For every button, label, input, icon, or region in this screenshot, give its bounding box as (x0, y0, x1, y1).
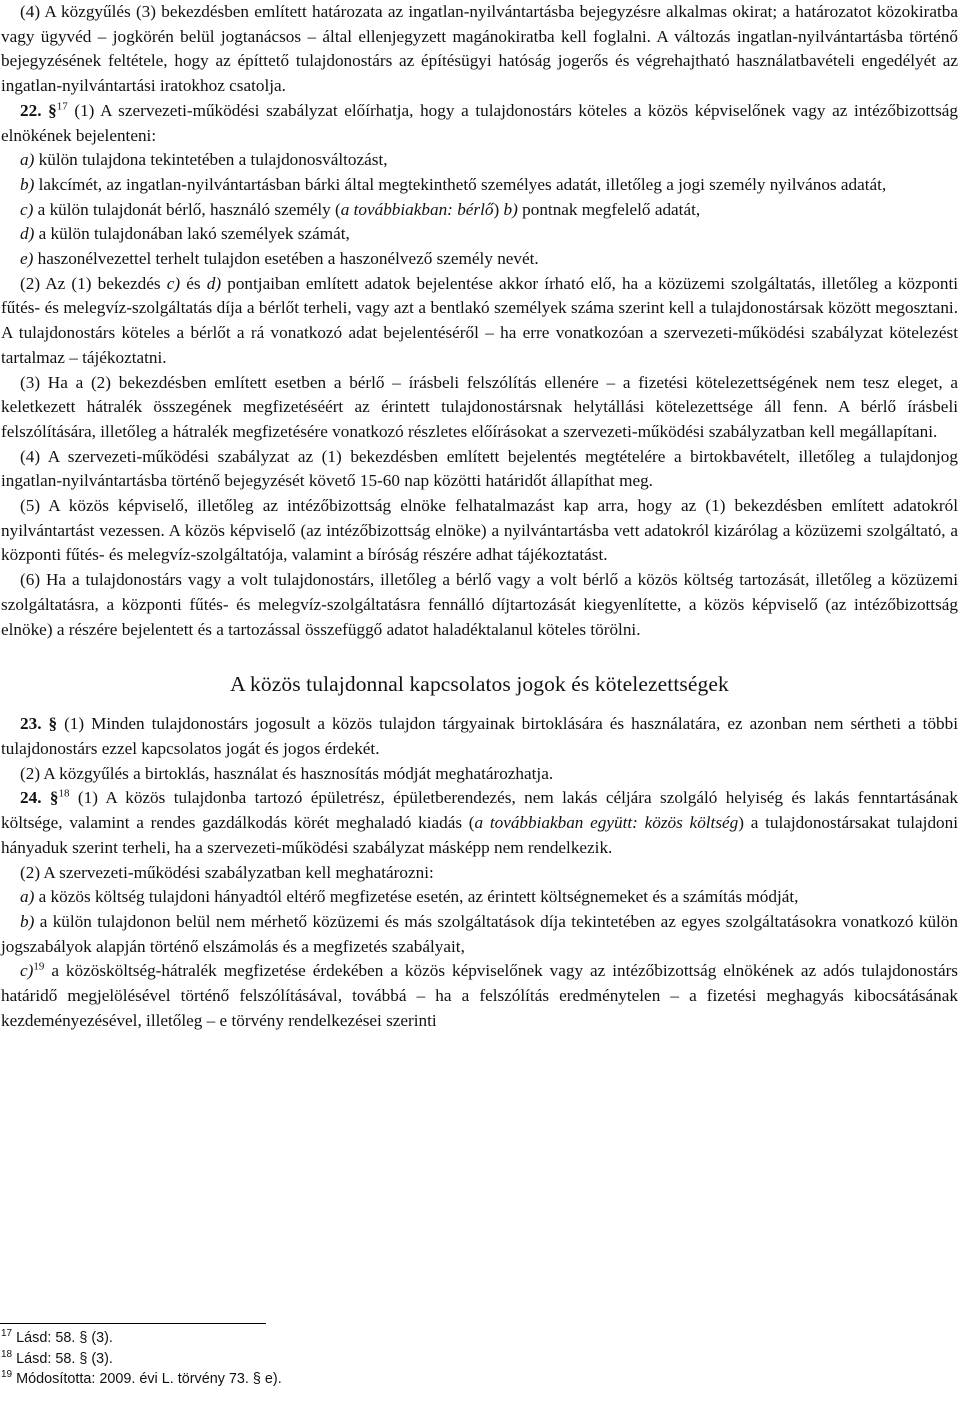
item-text: haszonélvezettel terhelt tulajdon esetében a haszonélvező személy nevét. (37, 249, 539, 269)
item-text: a külön tulajdonában lakó személyek számát, (38, 224, 350, 244)
footnote-number: 19 (1, 1369, 13, 1381)
item-text: külön tulajdona tekintetében a tulajdonosváltozást, (38, 150, 388, 170)
section-24-item-b (1, 910, 958, 959)
footnote-ref[interactable]: 17 (56, 100, 68, 113)
item-ref: d) (206, 273, 222, 293)
item-text: ) (493, 199, 500, 219)
item-text: a közös költség tulajdoni hányadtól eltérő megfizetése esetén, az érintett költségnemeket és a számítás módját, (38, 887, 799, 907)
text: (2) Az (1) bekezdés (20, 273, 161, 293)
footnote-ref[interactable]: 19 (33, 960, 45, 973)
text: (1) Minden tulajdonostárs jogosult a közös tulajdon tárgyainak birtoklására és használatára, ez azonban nem sértheti a többi tulajdonostárs ezzel kapcsolatos jogát és jogos érdekét. (1, 714, 958, 758)
section-24-paragraph-2: (2) A szervezeti-működési szabályzatban kell meghatározni: (20, 862, 434, 882)
footnote-text: Lásd: 58. § (3). (16, 1330, 113, 1346)
item-label: a) (20, 150, 35, 170)
footnote-text: Módosította: 2009. évi L. törvény 73. § e). (16, 1371, 282, 1387)
footnote-text: Lásd: 58. § (3). (16, 1350, 113, 1367)
item-label: e) (20, 249, 34, 269)
list-item-e (1, 247, 958, 272)
footnote (1, 1369, 601, 1390)
section-24-paragraph-1 (1, 786, 958, 860)
section-22-intro (1, 99, 958, 148)
text: és (186, 273, 201, 293)
item-label: a) (20, 887, 35, 907)
section-22-lead: (1) A szervezeti-működési szabályzat előírhatja, hogy a tulajdonostárs köteles a közös képviselőnek vagy az intézőbizottság elnökének bejelenteni: (1, 100, 959, 145)
section-number: 22. § (20, 100, 57, 120)
section-number: 24. § (20, 788, 59, 808)
paragraph-22-5: (5) A közös képviselő, illetőleg az intézőbizottság elnöke felhatalmazást kap arra, hogy az (1) bekezdésben említett adatokról nyilvántartást vezessen. A közös képviselő (az intézőbizottság elnöke) a nyilvántartásba vett adatokról kizárólag a közüzemi szolgáltató, a központi fűtés- és melegvíz-szolgáltatója, valamint a bíróság részére adhat tájékoztatást. (1, 496, 958, 565)
item-text: pontnak megfelelő adatát, (522, 199, 701, 219)
paragraph-22-3: (3) Ha a (2) bekezdésben említett esetben a bérlő – írásbeli felszólítás ellenére – a fizetési kötelezettségének nem tesz eleget, a keletkezett hátralék összegének megfizetéséért az érintett tulajdonostársnak helytállási kötelezettsége áll fenn. A bérlő írásbeli felszólítására, illetőleg a hátralék megfizetésére vonatkozó részletes előírásokat a szervezeti-működési szabályzatban kell megállapítani. (1, 372, 958, 441)
item-text: a külön tulajdonát bérlő, használó személy ( (37, 199, 341, 219)
section-24-item-a (1, 885, 958, 910)
text: (1) A közös tulajdonba tartozó épületrész, épületberendezés, nem lakás céljára szolgáló helyiség és lakás fenntartásának költsége, valamint a rendes gazdálkodás körét meghaladó kiadás ( (1, 788, 959, 833)
paragraph-22-4: (4) A szervezeti-működési szabályzat az (1) bekezdésben említett bejelentés megtételére a birtokbavételt, illetőleg a tulajdonjog ingatlan-nyilvántartásba történő bejegyzését követő 15-60 nap közötti határidőt állapíthat meg. (1, 446, 958, 491)
footnote (1, 1349, 601, 1370)
list-item-a (1, 148, 958, 173)
item-label: c) (20, 961, 34, 981)
item-label: b) (20, 911, 35, 931)
item-ref: b) (503, 199, 518, 219)
text: pontjaiban említett adatok bejelentése akkor írható elő, ha a közüzemi szolgáltatás, illetőleg a központi fűtés- és melegvíz-szolgáltatás díja a bérlőt terheli, vagy azt a bentlakó személyek száma szerint kell a tulajdonostársak között megosztani. A tulajdonostárs köteles a bérlőt a rá vonatkozó adat bejelentéséről – ha erre vonatkozóan a szervezeti-működési szabályzat kötelezést tartalmaz – tájékoztatni. (1, 273, 959, 367)
list-item-c (1, 198, 958, 223)
footnote-divider (0, 1323, 266, 1324)
paragraph-22-2 (1, 272, 958, 371)
text: ) a tulajdonostársakat tulajdoni hányaduk szerint terheli, ha a szervezeti-működési szabályzat másképp nem rendelkezik. (1, 813, 959, 857)
footnote (1, 1328, 601, 1349)
item-text: a közösköltség-hátralék megfizetése érdekében a közös képviselőnek vagy az intézőbizottság elnökének az adós tulajdonostárs határidő megjelölésével történő felszólításával, továbbá – ha a felszólítás eredménytelen – a fizetési meghagyás kibocsátásának kezdeményezésével, illetőleg – e törvény rendelkezései szerinti (1, 961, 958, 1030)
item-label: b) (20, 174, 35, 194)
item-text: a külön tulajdonon belül nem mérhető közüzemi és más szolgáltatások díja tekintetében az egyes szolgáltatásokra vonatkozó külön jogszabályok alapján történő elszámolás és a megfizetés szabályait, (1, 911, 958, 956)
paragraph-4: (4) A közgyűlés (3) bekezdésben említett határozata az ingatlan-nyilvántartásba bejegyzésre alkalmas okirat; a határozatot közokiratba vagy ügyvéd – jogkörén belül jogtanácsos – által ellenjegyzett magánokiratba kell foglalni. A változás ingatlan-nyilvántartásba történő bejegyzésének feltétele, hogy az építtető tulajdonostárs az építésügyi hatóság jogerős és végrehajtható használatbavételi engedélyét az ingatlan-nyilvántartási iratokhoz csatolja. (1, 2, 958, 96)
footnote-ref[interactable]: 18 (58, 787, 70, 800)
footnote-number: 18 (1, 1348, 13, 1360)
footnotes (1, 1328, 601, 1390)
item-ref: c) (166, 273, 181, 293)
section-24-item-c (1, 959, 958, 1033)
item-label: d) (20, 224, 35, 244)
section-23-paragraph-2: (2) A közgyűlés a birtoklás, használat és hasznosítás módját meghatározhatja. (20, 763, 554, 783)
section-number: 23. § (20, 714, 58, 734)
item-italic: a továbbiakban együtt: közös költség (474, 813, 739, 833)
item-label: c) (20, 199, 34, 219)
section-23-paragraph-1 (1, 712, 958, 761)
item-italic: a továbbiakban: bérlő (340, 199, 494, 219)
section-heading: A közös tulajdonnal kapcsolatos jogok és kötelezettségek (230, 672, 729, 697)
paragraph-22-6: (6) Ha a tulajdonostárs vagy a volt tulajdonostárs, illetőleg a bérlő vagy a volt bérlő a közös költség tartozását, illetőleg a közüzemi szolgáltatásra, a központi fűtés- és melegvíz-szolgáltatásra fennálló díjtartozását kiegyenlítette, a közös képviselő (az intézőbizottság elnöke) a részére bejelentett és a tartozással összefüggő adatot haladéktalanul köteles törölni. (1, 570, 958, 639)
item-text: lakcímét, az ingatlan-nyilvántartásban bárki által megtekinthető személyes adatát, illetőleg a jogi személy nyilvános adatát, (38, 174, 887, 194)
footnote-number: 17 (1, 1328, 13, 1340)
list-item-d (1, 222, 958, 247)
list-item-b (1, 173, 958, 198)
